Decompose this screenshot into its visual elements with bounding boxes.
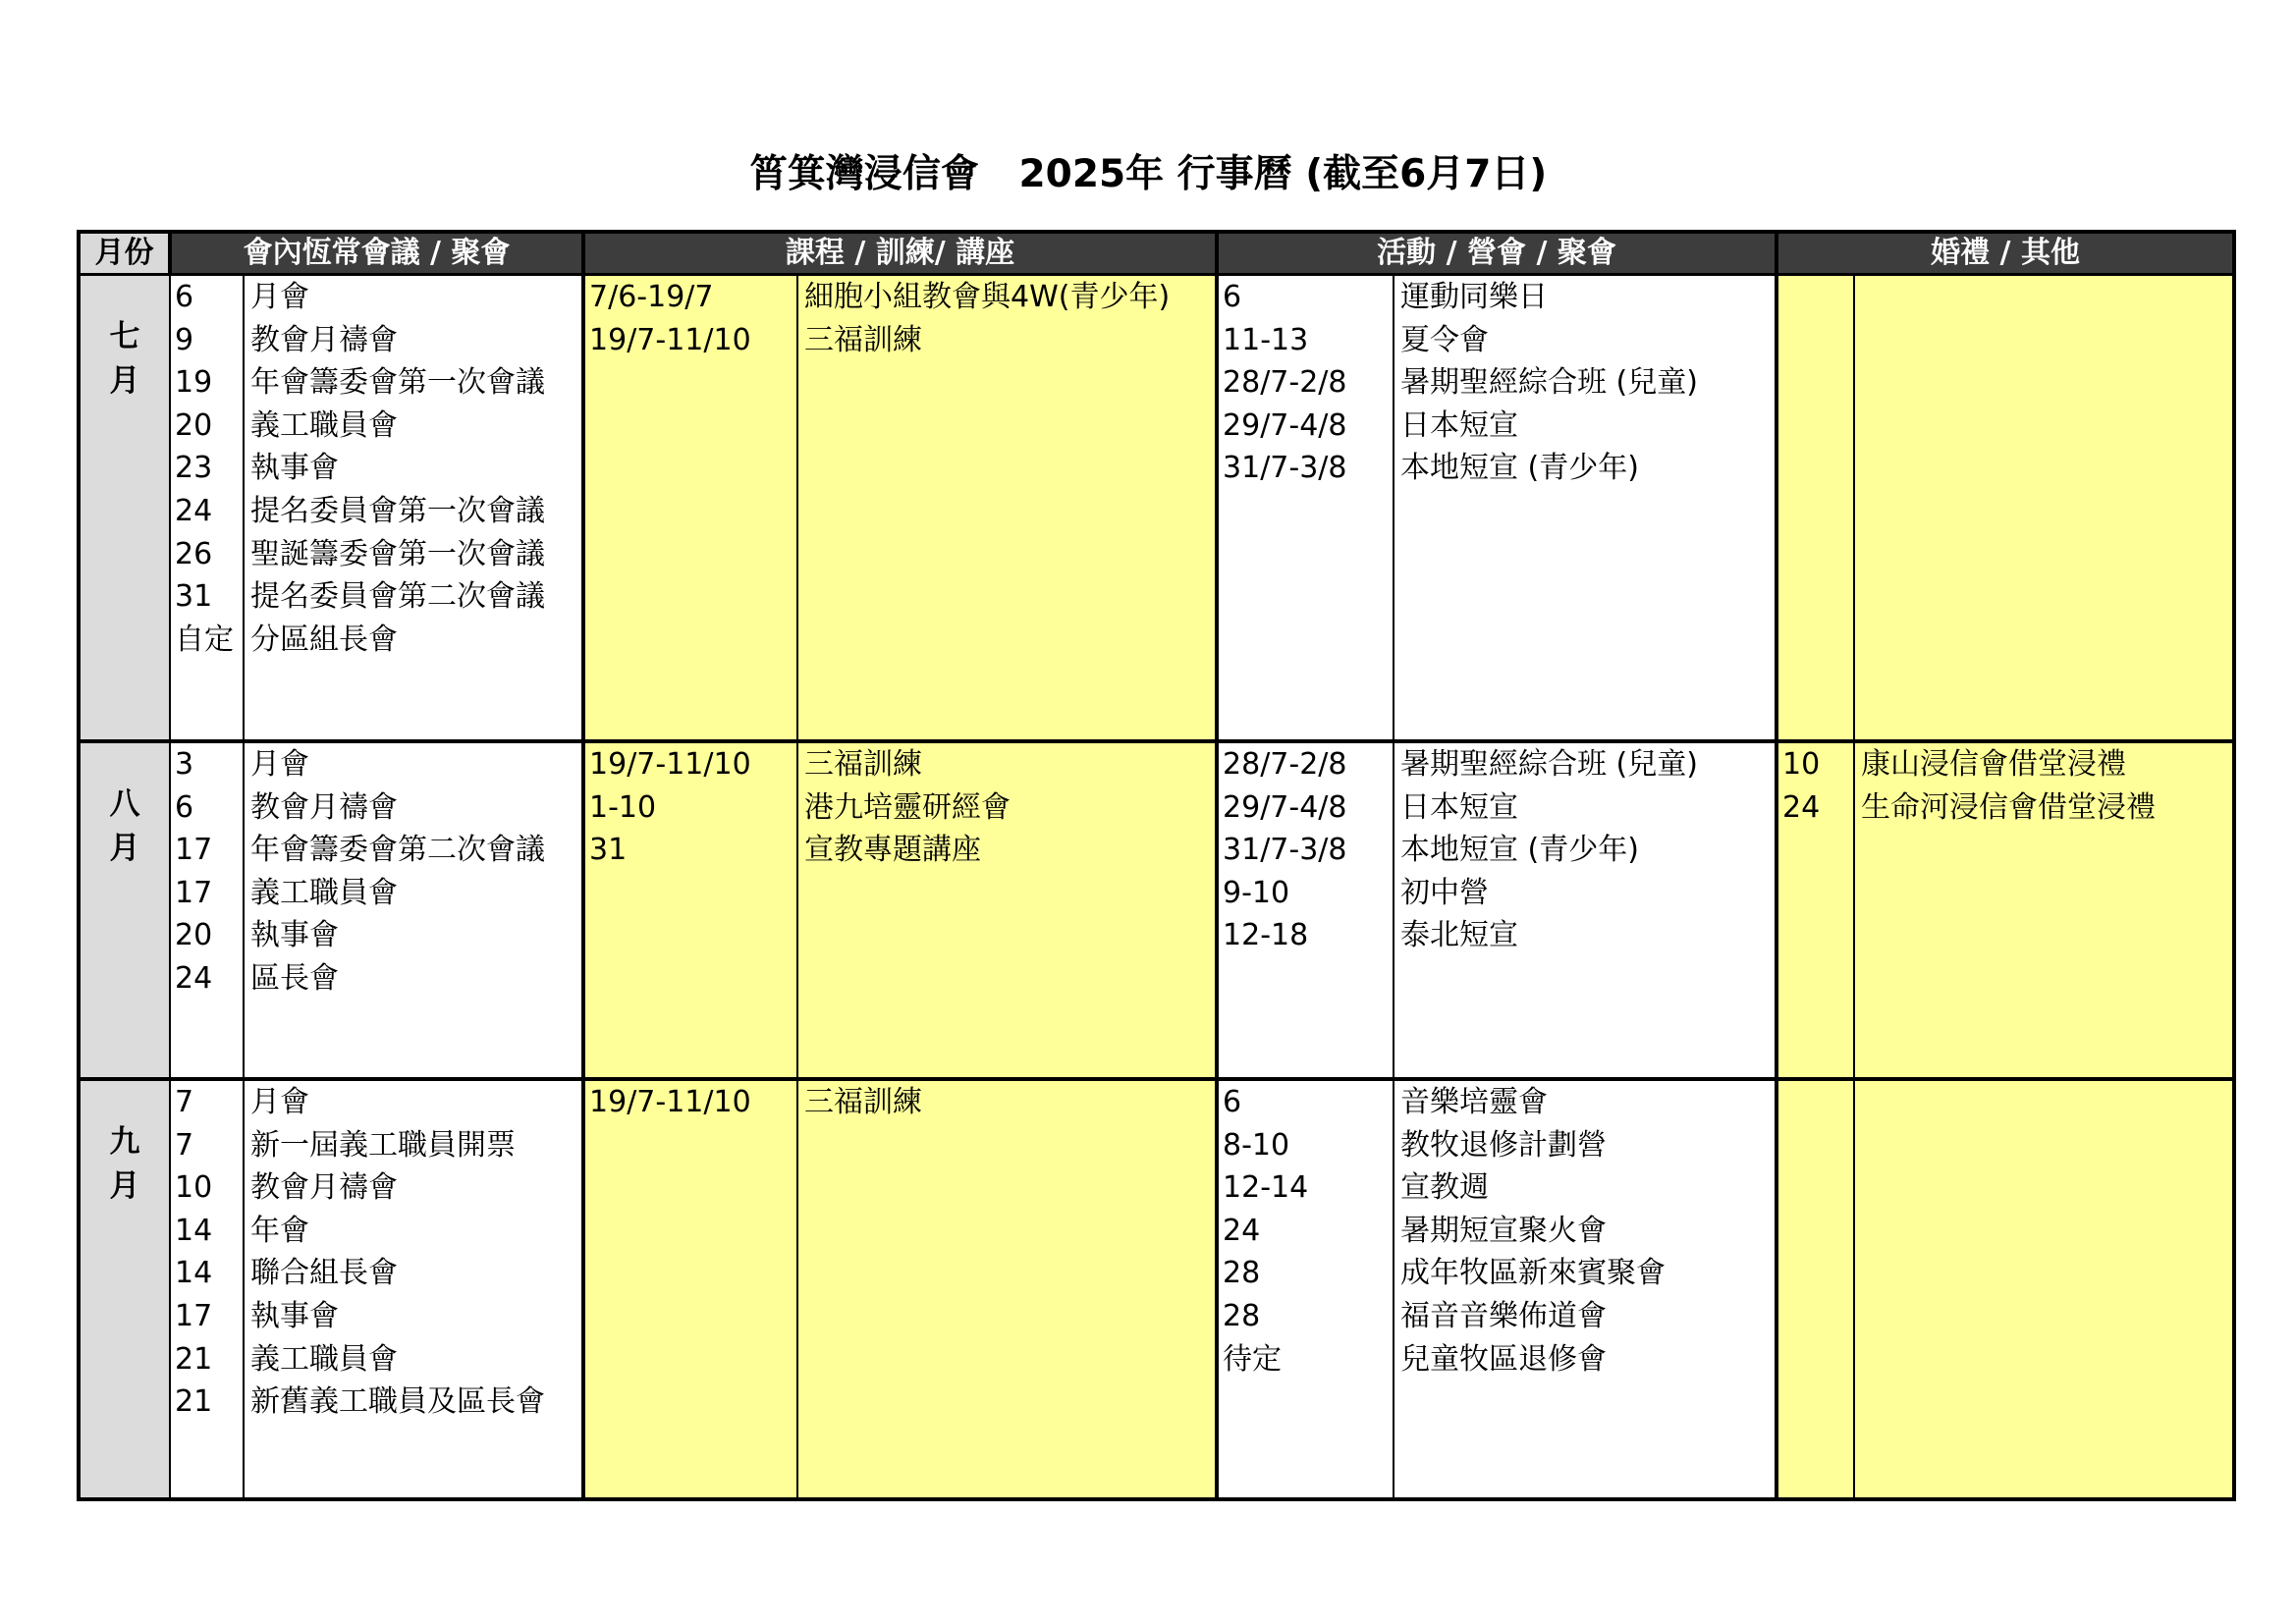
meeting-date: 24 (175, 960, 213, 996)
meeting-event: 新一屆義工職員開票 (250, 1127, 516, 1163)
month-char: 月 (109, 1168, 140, 1204)
meeting-event: 月會 (250, 747, 309, 782)
activity-event: 本地短宣 (青少年) (1400, 833, 1639, 868)
course-date: 1-10 (589, 789, 657, 825)
meeting-event: 區長會 (250, 960, 339, 996)
meeting-events (244, 1079, 583, 1499)
meeting-event: 月會 (250, 280, 309, 314)
activity-event: 日本短宣 (1400, 789, 1519, 825)
wedding-events (1854, 1079, 2234, 1499)
meeting-event: 年會 (250, 1213, 309, 1248)
course-event: 三福訓練 (804, 747, 923, 782)
meeting-date: 21 (175, 1341, 213, 1377)
activity-date: 12-18 (1223, 918, 1309, 953)
meeting-event: 義工職員會 (250, 1341, 398, 1377)
activity-date: 28/7-2/8 (1223, 747, 1347, 782)
course-events (797, 1079, 1217, 1499)
meeting-event: 義工職員會 (250, 407, 398, 443)
meeting-events (244, 741, 583, 1079)
activity-event: 兒童牧區退修會 (1400, 1341, 1608, 1377)
meeting-dates (170, 275, 244, 742)
course-date: 7/6-19/7 (589, 280, 714, 314)
meeting-date: 17 (175, 1298, 213, 1333)
meeting-dates (170, 1079, 244, 1499)
activity-event: 夏令會 (1400, 322, 1490, 357)
meeting-event: 執事會 (250, 918, 339, 953)
activities-header: 活動 / 營會 / 聚會 (1217, 232, 1777, 275)
activity-date: 28/7-2/8 (1223, 365, 1347, 401)
month-char: 八 (109, 786, 140, 822)
wedding-events (1854, 275, 2234, 742)
activity-date: 31/7-3/8 (1223, 451, 1347, 486)
activity-events (1394, 1079, 1777, 1499)
meeting-event: 聯合組長會 (250, 1256, 398, 1291)
activity-event: 運動同樂日 (1400, 280, 1549, 314)
meeting-event: 提名委員會第一次會議 (250, 493, 545, 528)
activity-date: 28 (1223, 1298, 1261, 1333)
meeting-date: 23 (175, 451, 213, 486)
month-char: 月 (109, 831, 140, 866)
meeting-date: 6 (175, 789, 194, 825)
page-title: 筲箕灣浸信會 2025年 行事曆 (截至6月7日) (748, 152, 1548, 196)
meeting-date: 21 (175, 1384, 213, 1420)
activity-dates (1217, 741, 1394, 1079)
meeting-date: 6 (175, 280, 194, 314)
meeting-date: 7 (175, 1085, 194, 1119)
activity-date: 29/7-4/8 (1223, 789, 1347, 825)
meeting-event: 聖誕籌委會第一次會議 (250, 536, 545, 571)
meeting-date: 20 (175, 918, 213, 953)
course-date: 19/7-11/10 (589, 747, 751, 782)
activity-date: 31/7-3/8 (1223, 833, 1347, 868)
activity-event: 宣教週 (1400, 1170, 1490, 1206)
meeting-date: 17 (175, 833, 213, 868)
month-label (79, 1079, 170, 1499)
meeting-date: 31 (175, 579, 213, 615)
wedding-dates (1777, 1079, 1854, 1499)
activity-event: 暑期聖經綜合班 (兒童) (1400, 365, 1698, 401)
meeting-event: 月會 (250, 1085, 309, 1119)
activity-date: 12-14 (1223, 1170, 1309, 1206)
activity-date: 6 (1223, 280, 1242, 314)
course-events (797, 275, 1217, 742)
meeting-event: 提名委員會第二次會議 (250, 579, 545, 615)
meeting-date: 19 (175, 365, 213, 401)
month-row (79, 1079, 2234, 1499)
meeting-event: 義工職員會 (250, 875, 398, 910)
wedding-event: 生命河浸信會借堂浸禮 (1861, 789, 2157, 825)
course-dates (583, 275, 797, 742)
meeting-date: 20 (175, 407, 213, 443)
meeting-event: 教會月禱會 (250, 789, 398, 825)
activity-event: 日本短宣 (1400, 407, 1519, 443)
course-date: 19/7-11/10 (589, 1085, 751, 1119)
activity-event: 教牧退修計劃營 (1400, 1127, 1608, 1163)
meeting-event: 年會籌委會第二次會議 (250, 833, 545, 868)
meeting-event: 分區組長會 (250, 622, 398, 657)
calendar-table (77, 230, 2236, 1501)
meeting-event: 教會月禱會 (250, 1170, 398, 1206)
activity-date: 待定 (1223, 1341, 1283, 1377)
wedding-event: 康山浸信會借堂浸禮 (1861, 747, 2127, 782)
wedding-dates (1777, 275, 1854, 742)
activity-date: 8-10 (1223, 1127, 1290, 1163)
meeting-event: 執事會 (250, 451, 339, 486)
meetings-header: 會內恆常會議 / 聚會 (170, 232, 583, 275)
activity-dates (1217, 275, 1394, 742)
month-char: 月 (109, 363, 140, 399)
activity-event: 音樂培靈會 (1400, 1085, 1549, 1119)
course-date: 31 (589, 833, 628, 868)
wedding-date: 10 (1782, 747, 1821, 782)
activity-event: 暑期短宣聚火會 (1400, 1213, 1608, 1248)
meeting-date: 14 (175, 1256, 213, 1291)
meeting-dates (170, 741, 244, 1079)
month-row (79, 275, 2234, 742)
wedding-dates (1777, 741, 1854, 1079)
course-dates (583, 1079, 797, 1499)
wedding-date: 24 (1782, 789, 1821, 825)
month-char: 九 (109, 1124, 140, 1160)
meeting-events (244, 275, 583, 742)
meeting-date: 9 (175, 322, 194, 357)
weddings-header: 婚禮 / 其他 (1777, 232, 2234, 275)
activity-event: 成年牧區新來賓聚會 (1400, 1256, 1667, 1291)
meeting-date: 17 (175, 875, 213, 910)
activity-date: 28 (1223, 1256, 1261, 1291)
activity-date: 24 (1223, 1213, 1261, 1248)
activity-event: 本地短宣 (青少年) (1400, 451, 1639, 486)
meeting-date: 自定 (175, 622, 234, 657)
activity-dates (1217, 1079, 1394, 1499)
meeting-date: 24 (175, 493, 213, 528)
wedding-events (1854, 741, 2234, 1079)
course-event: 港九培靈研經會 (804, 789, 1011, 825)
meeting-date: 14 (175, 1213, 213, 1248)
meeting-date: 3 (175, 747, 194, 782)
activity-events (1394, 741, 1777, 1079)
course-event: 三福訓練 (804, 322, 923, 357)
activity-date: 11-13 (1223, 322, 1309, 357)
meeting-event: 教會月禱會 (250, 322, 398, 357)
course-event: 三福訓練 (804, 1085, 923, 1119)
activity-date: 29/7-4/8 (1223, 407, 1347, 443)
course-dates (583, 741, 797, 1079)
meeting-date: 26 (175, 536, 213, 571)
activity-event: 福音音樂佈道會 (1400, 1298, 1608, 1333)
meeting-event: 年會籌委會第一次會議 (250, 365, 545, 401)
meeting-date: 7 (175, 1127, 194, 1163)
meeting-event: 執事會 (250, 1298, 339, 1333)
course-event: 細胞小組教會與4W(青少年) (804, 280, 1171, 314)
activity-events (1394, 275, 1777, 742)
month-label (79, 741, 170, 1079)
month-char: 七 (109, 319, 140, 354)
activity-event: 初中營 (1400, 875, 1490, 910)
activity-date: 9-10 (1223, 875, 1290, 910)
meeting-event: 新舊義工職員及區長會 (250, 1384, 545, 1420)
course-date: 19/7-11/10 (589, 322, 751, 357)
month-row (79, 741, 2234, 1079)
course-events (797, 741, 1217, 1079)
activity-event: 暑期聖經綜合班 (兒童) (1400, 747, 1698, 782)
header-row (79, 232, 2234, 275)
course-event: 宣教專題講座 (804, 833, 982, 868)
courses-header: 課程 / 訓練/ 講座 (583, 232, 1217, 275)
month-label (79, 275, 170, 742)
activity-date: 6 (1223, 1085, 1242, 1119)
month-header: 月份 (79, 232, 170, 275)
meeting-date: 10 (175, 1170, 213, 1206)
activity-event: 泰北短宣 (1400, 918, 1519, 953)
